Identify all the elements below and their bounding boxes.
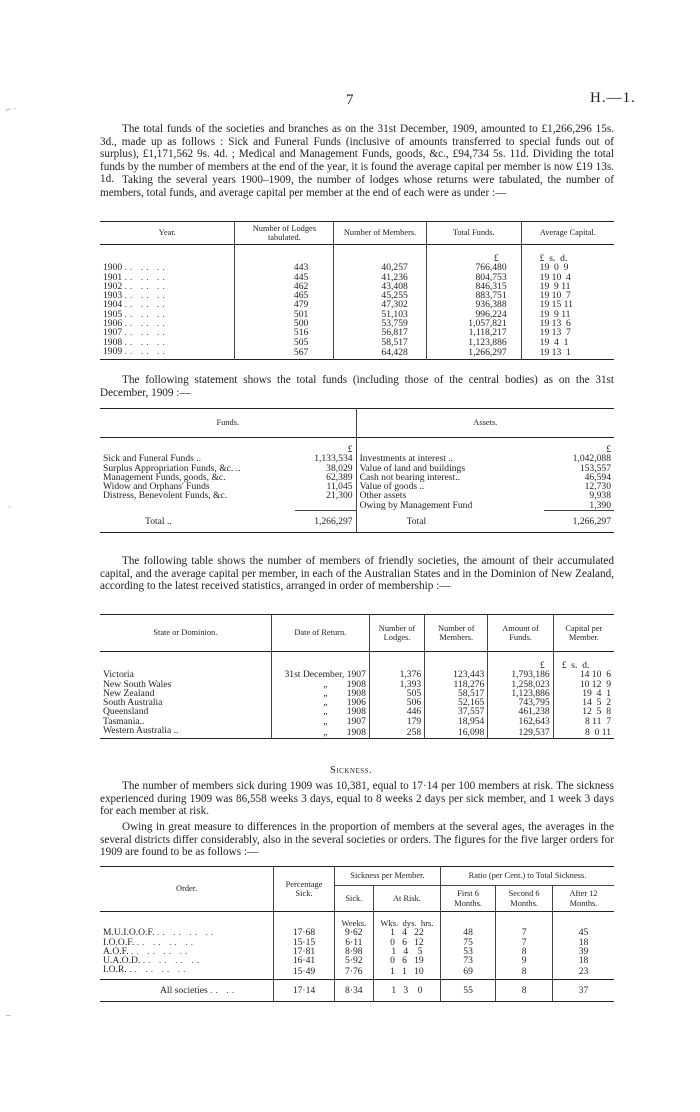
lodges-cell: 1,393 (369, 680, 424, 689)
members-cell: 118,276 (425, 680, 488, 689)
capital-cell: 14 5 2 (553, 698, 614, 707)
document-reference: H.—1. (590, 90, 636, 106)
funds-cell: 936,388 (426, 300, 521, 309)
table-row: 1908 .. .. .. 505 58,517 1,123,886 19 4 1 (100, 338, 614, 347)
year-cell: 1901 (103, 271, 123, 283)
capital-cell: 19 10 7 (521, 291, 614, 300)
first-cell: 48 (441, 928, 496, 937)
unit-lsd: £ s. d. (521, 245, 614, 264)
second-cell: 8 (496, 979, 553, 1001)
lodges-cell: 506 (369, 698, 424, 707)
col-date: Date of Return. (271, 615, 369, 652)
col-members: Number of Members. (334, 222, 427, 245)
col-total-funds: Total Funds. (426, 222, 521, 245)
asset-value: 9,938 (589, 490, 611, 502)
paragraph-statement: The following statement shows the total funds (including those of the central bodies) as on the 31st December, 1909 :— (100, 374, 614, 399)
scan-mark: ⌐ · (6, 104, 17, 114)
paragraph-sickness: The number of members sick during 1909 was 10,381, equal to 17·14 per 100 members at risk. The sickness experienced during 1909 was 86,558 weeks 3 days, equal to 8 weeks 2 days per sick member, and 1 week 3 days for each member at risk. (100, 780, 614, 818)
fund-value: 21,300 (326, 490, 353, 502)
funds-cell: 743,795 (488, 698, 553, 707)
asset-label: Owing by Management Fund (356, 501, 544, 511)
members-cell: 43,408 (334, 282, 427, 291)
unit-pound: £ (488, 652, 553, 671)
second-cell: 8 (496, 965, 553, 979)
members-cell: 16,098 (425, 726, 488, 739)
col-sick: Sick. (334, 886, 373, 912)
year-cell: 1905 (103, 308, 123, 320)
state-cell: Western Australia .. (103, 725, 179, 737)
total-value: 1,266,297 (314, 515, 353, 527)
capital-cell: 14 10 6 (553, 670, 614, 679)
fund-label: Sick and Funeral Funds .. (103, 453, 202, 465)
table-row (100, 491, 614, 500)
risk-cell: 0 6 12 (373, 938, 440, 947)
scan-mark: – (6, 1010, 11, 1020)
year-cell: 1904 (103, 299, 123, 311)
fund-value: 1,133,534 (314, 453, 353, 465)
lodges-cell: 1,376 (369, 670, 424, 679)
col-percentage-sick: Percentage Sick. (274, 867, 335, 912)
sick-cell: 9·62 (334, 928, 373, 937)
col-sickness-per-member: Sickness per Member. (334, 867, 440, 886)
col-funds: Amount of Funds. (488, 615, 553, 652)
pct-cell: 15·15 (274, 938, 335, 947)
table-row: 1907 .. .. .. 516 56,817 1,118,217 19 13 7 (100, 328, 614, 337)
pct-cell: 16·41 (274, 956, 335, 965)
members-cell: 18,954 (425, 717, 488, 726)
first-cell: 73 (441, 956, 496, 965)
col-year: Year. (158, 228, 176, 238)
risk-cell: 1 4 5 (373, 947, 440, 956)
lodges-cell: 501 (235, 310, 334, 319)
orders-table (100, 866, 614, 1002)
asset-value: 12,730 (584, 481, 611, 493)
fund-label: Management Funds, goods, &c. (103, 471, 226, 483)
table-row: U.A.O.D. .. .. .. .. 16·41 5·92 0 6 19 73 9 18 (100, 956, 614, 965)
col-average-capital: Average Capital. (521, 222, 614, 245)
pct-cell: 17·68 (274, 928, 335, 937)
second-cell: 9 (496, 956, 553, 965)
col-members: Number of Members. (425, 615, 488, 652)
year-cell: 1902 (103, 280, 123, 292)
date-cell: „ 1908 (271, 707, 369, 716)
table-row (100, 501, 614, 511)
funds-cell: 1,123,886 (426, 338, 521, 347)
fund-value: 62,389 (326, 471, 353, 483)
members-cell: 56,817 (334, 328, 427, 337)
total-row (100, 511, 614, 533)
years-table (100, 221, 614, 360)
capital-cell: 19 15 11 (521, 300, 614, 309)
state-cell: New South Wales (103, 678, 172, 690)
scan-mark: ˋ (8, 505, 11, 515)
year-cell: 1907 (103, 327, 123, 339)
pct-cell: 17·81 (274, 947, 335, 956)
capital-cell: 10 12 9 (553, 680, 614, 689)
lodges-cell: 445 (235, 273, 334, 282)
col-funds: Funds. (216, 418, 240, 428)
fund-label: Widow and Orphans' Funds (103, 481, 210, 493)
table-row: 1902 .. .. .. 462 43,408 846,315 19 9 11 (100, 282, 614, 291)
asset-label: Value of land and buildings (356, 464, 544, 473)
funds-cell: 1,057,821 (426, 319, 521, 328)
state-cell: Victoria (103, 669, 134, 681)
sick-cell: 8·34 (334, 979, 373, 1001)
paragraph-years: Taking the several years 1900–1909, the number of lodges whose returns were tabulated, the number of members, total funds, and average capital per member at the end of each were as under :— (100, 174, 614, 199)
funds-cell: 1,123,886 (488, 689, 553, 698)
lodges-cell: 462 (235, 282, 334, 291)
capital-cell: 19 0 9 (521, 263, 614, 272)
table-row: M.U.I.O.O.F. .. .. .. .. 17·68 9·62 1 4 22 48 7 45 (100, 928, 614, 937)
year-cell: 1908 (103, 336, 123, 348)
state-cell: New Zealand (103, 687, 155, 699)
funds-assets-table (100, 408, 614, 533)
order-cell: All societies (160, 984, 208, 996)
table-row: 1904 .. .. .. 479 47,302 936,388 19 15 11 (100, 300, 614, 309)
table-row: 1903 .. .. .. 465 45,255 883,751 19 10 7 (100, 291, 614, 300)
table-row: 1901 .. .. .. 445 41,236 804,753 19 10 4 (100, 273, 614, 282)
funds-cell: 162,643 (488, 717, 553, 726)
asset-label: Other assets (356, 491, 544, 500)
funds-cell: 996,224 (426, 310, 521, 319)
capital-cell: 19 13 6 (521, 319, 614, 328)
funds-cell: 846,315 (426, 282, 521, 291)
col-capital: Capital per Member. (553, 615, 614, 652)
capital-cell: 19 9 11 (521, 282, 614, 291)
risk-cell: 1 1 10 (373, 965, 440, 979)
first-cell: 53 (441, 947, 496, 956)
order-cell: M.U.I.O.O.F. (103, 927, 155, 939)
after-cell: 23 (553, 965, 614, 979)
date-cell: „ 1908 (271, 689, 369, 698)
members-cell: 37,557 (425, 707, 488, 716)
funds-cell: 1,793,186 (488, 670, 553, 679)
capital-cell: 19 10 4 (521, 273, 614, 282)
date-cell: 31st December, 1907 (271, 670, 369, 679)
page-number: 7 (346, 92, 354, 108)
col-lodges: Number of Lodges. (369, 615, 424, 652)
unit-pound: £ (426, 245, 521, 264)
fund-value: 38,029 (326, 462, 353, 474)
lodges-cell: 505 (369, 689, 424, 698)
paragraph-total-funds: The total funds of the societies and branches as on the 31st December, 1909, amounted to £1,266,296 15s. 3d., made up as follows : Sick and Funeral Funds (inclusive of amounts transferred to special funds out of surplus), £1,171,562 9s. 4d. ; Medical and Management Funds, goods, &c., £94,734 5s. 11d. Dividing the total funds by the number of members at the end of the year, it is found the average capital per member is now £19 13s. 1d. (100, 123, 614, 186)
date-cell: „ 1908 (271, 680, 369, 689)
members-cell: 41,236 (334, 273, 427, 282)
year-cell: 1900 (103, 262, 123, 274)
sick-cell: 8·98 (334, 947, 373, 956)
asset-label: Investments at interest .. (356, 454, 544, 463)
col-state: State or Dominion. (153, 628, 218, 638)
year-cell: 1906 (103, 318, 123, 330)
second-cell: 7 (496, 928, 553, 937)
fund-label: Distress, Benevolent Funds, &c. (103, 490, 228, 502)
unit-wks-dys-hrs: Wks. dys. hrs. (373, 912, 440, 929)
lodges-cell: 505 (235, 338, 334, 347)
col-after-12-months: After 12 Months. (553, 886, 614, 912)
members-cell: 40,257 (334, 263, 427, 272)
funds-cell: 1,266,297 (426, 347, 521, 360)
members-cell: 53,759 (334, 319, 427, 328)
order-cell: I.O.O.F. (103, 936, 135, 948)
asset-value: 1,042,088 (572, 453, 611, 465)
risk-cell: 0 6 19 (373, 956, 440, 965)
lodges-cell: 446 (369, 707, 424, 716)
section-heading-sickness: Sickness. (330, 765, 373, 776)
after-cell: 45 (553, 928, 614, 937)
after-cell: 18 (553, 956, 614, 965)
unit-lsd: £ s. d. (553, 652, 614, 671)
sick-cell: 5·92 (334, 956, 373, 965)
col-ratio-group: Ratio (per Cent.) to Total Sickness. (441, 867, 614, 886)
funds-cell: 1,258,023 (488, 680, 553, 689)
table-row: 1906 .. .. .. 500 53,759 1,057,821 19 13 6 (100, 319, 614, 328)
unit-pound: £ (606, 444, 611, 455)
unit-weeks: Weeks. (334, 912, 373, 929)
funds-cell: 804,753 (426, 273, 521, 282)
lodges-cell: 443 (235, 263, 334, 272)
capital-cell: 19 4 1 (553, 689, 614, 698)
total-label: Total .. (145, 515, 172, 527)
order-cell: I.O.R. (103, 964, 127, 976)
funds-cell: 766,480 (426, 263, 521, 272)
table-row (100, 726, 614, 739)
col-order: Order. (100, 867, 274, 912)
risk-cell: 1 4 22 (373, 928, 440, 937)
lodges-cell: 179 (369, 717, 424, 726)
table-row: 1900 .. .. .. 443 40,257 766,480 19 0 9 (100, 263, 614, 272)
first-cell: 55 (441, 979, 496, 1001)
state-cell: South Australia (103, 697, 163, 709)
states-table (100, 614, 614, 739)
date-cell: „ 1908 (271, 726, 369, 739)
total-value: 1,266,297 (572, 515, 611, 527)
date-cell: „ 1907 (271, 717, 369, 726)
col-first-6-months: First 6 Months. (441, 886, 496, 912)
lodges-cell: 479 (235, 300, 334, 309)
second-cell: 7 (496, 938, 553, 947)
year-cell: 1909 (103, 345, 123, 357)
capital-cell: 19 9 11 (521, 310, 614, 319)
pct-cell: 15·49 (274, 965, 335, 979)
fund-label: Surplus Appropriation Funds, &c. .. (103, 462, 241, 474)
year-cell: 1903 (103, 290, 123, 302)
first-cell: 69 (441, 965, 496, 979)
first-cell: 75 (441, 938, 496, 947)
asset-value: 153,557 (579, 462, 611, 474)
after-cell: 37 (553, 979, 614, 1001)
sick-cell: 6·11 (334, 938, 373, 947)
members-cell: 64,428 (334, 347, 427, 360)
capital-cell: 19 13 1 (521, 347, 614, 360)
members-cell: 58,517 (425, 689, 488, 698)
table-row: 1905 .. .. .. 501 51,103 996,224 19 9 11 (100, 310, 614, 319)
lodges-cell: 500 (235, 319, 334, 328)
capital-cell: 19 4 1 (521, 338, 614, 347)
sick-cell: 7·76 (334, 965, 373, 979)
state-cell: Queensland (103, 706, 149, 718)
capital-cell: 8 11 7 (553, 717, 614, 726)
capital-cell: 12 5 8 (553, 707, 614, 716)
members-cell: 51,103 (334, 310, 427, 319)
members-cell: 52,165 (425, 698, 488, 707)
lodges-cell: 567 (235, 347, 334, 360)
members-cell: 58,517 (334, 338, 427, 347)
order-cell: U.A.O.D. (103, 955, 141, 967)
date-cell: „ 1906 (271, 698, 369, 707)
risk-cell: 1 3 0 (373, 979, 440, 1001)
fund-value: 11,045 (326, 481, 353, 493)
after-cell: 39 (553, 947, 614, 956)
total-label: Total (356, 511, 544, 533)
members-cell: 47,302 (334, 300, 427, 309)
table-row: A.O.F. .. .. .. .. 17·81 8·98 1 4 5 53 8 39 (100, 947, 614, 956)
col-second-6-months: Second 6 Months. (496, 886, 553, 912)
funds-cell: 461,238 (488, 707, 553, 716)
pct-cell: 17·14 (274, 979, 335, 1001)
members-cell: 45,255 (334, 291, 427, 300)
lodges-cell: 258 (369, 726, 424, 739)
lodges-cell: 516 (235, 328, 334, 337)
col-assets: Assets. (356, 409, 614, 438)
funds-cell: 883,751 (426, 291, 521, 300)
paragraph-ages: Owing in great measure to differences in the proportion of members at the several ages, the averages in the several districts differ considerably, also in the several societies or orders. The figures for the five larger orders for 1909 are found to be as follows :— (100, 821, 614, 859)
col-lodges: Number of Lodges tabulated. (235, 222, 334, 245)
state-cell: Tasmania.. (103, 715, 145, 727)
paragraph-states: The following table shows the number of members of friendly societies, the amount of their accumulated capital, and the average capital per member, in each of the Australian States and in the Dominion of New Zealand, according to the latest received statistics, arranged in order of membership :— (100, 555, 614, 593)
capital-cell: 8 0 11 (553, 726, 614, 739)
table-row: I.O.R. .. .. .. .. 15·49 7·76 1 1 10 69 8 23 (100, 965, 614, 979)
second-cell: 8 (496, 947, 553, 956)
asset-value: 46,594 (584, 471, 611, 483)
asset-label: Value of goods .. (356, 482, 544, 491)
lodges-cell: 465 (235, 291, 334, 300)
asset-label: Cash not bearing interest.. (356, 473, 544, 482)
after-cell: 18 (553, 938, 614, 947)
total-row: All societies .. .. 17·14 8·34 1 3 0 55 8 37 (100, 979, 614, 1001)
order-cell: A.O.F. (103, 945, 129, 957)
asset-value: 1,390 (544, 501, 614, 511)
table-row: 1909 .. .. .. 567 64,428 1,266,297 19 13 1 (100, 347, 614, 360)
table-row: I.O.O.F. .. .. .. .. 15·15 6·11 0 6 12 75 7 18 (100, 938, 614, 947)
funds-cell: 1,118,217 (426, 328, 521, 337)
capital-cell: 19 13 7 (521, 328, 614, 337)
unit-pound: £ (347, 444, 353, 455)
col-at-risk: At Risk. (373, 886, 440, 912)
members-cell: 123,443 (425, 670, 488, 679)
funds-cell: 129,537 (488, 726, 553, 739)
